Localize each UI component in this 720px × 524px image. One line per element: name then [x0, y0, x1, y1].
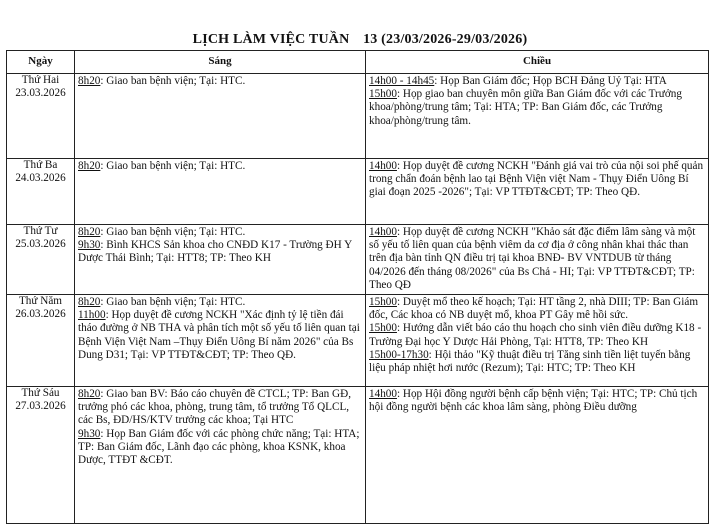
event-entry [369, 160, 705, 200]
event-text: : Bình KHCS Sản khoa cho CNĐD K17 - Trường ĐH Y Dược Thái Bình; Tại: HTT8; TP: Theo KH [78, 239, 352, 265]
event-time: 14h00 - 14h45 [369, 75, 435, 87]
day-date: 26.03.2026 [15, 308, 66, 321]
event-text: : Họp Ban Giám đốc với các phòng chức năng; Tại: HTA; TP: Ban Giám đốc, Lãnh đạo các phòng, khoa KSNK, khoa Dược, TTĐT &CĐT. [78, 427, 360, 467]
event-entry [78, 226, 362, 239]
event-entry [78, 309, 362, 362]
afternoon-cell [366, 387, 709, 524]
day-name: Thứ Hai [21, 74, 60, 86]
event-entry [78, 388, 362, 428]
event-text: : Giao ban bệnh viện; Tại: HTC. [100, 296, 246, 308]
day-cell [7, 387, 75, 524]
table-row [7, 159, 709, 225]
event-time: 11h00 [78, 309, 106, 322]
event-text: : Giao ban bệnh viện; Tại: HTC. [100, 75, 246, 87]
event-entry [369, 322, 705, 348]
event-entry [369, 349, 705, 375]
event-text: : Hội thảo "Kỹ thuật điều trị Tăng sinh tiền liệt tuyến bằng liệu pháp nhiệt hơi nước (Rezum); Tại: HTC; TP: Theo KH [369, 348, 691, 375]
afternoon-cell [366, 225, 709, 295]
morning-cell [75, 225, 366, 295]
day-cell [7, 225, 75, 295]
event-text: : Họp duyệt đề cương NCKH "Đánh giá vai trò của nội soi phế quản trong chẩn đoán bệnh lao tại Bệnh Viện việt Nam - Thụy Điển Uông Bí giai đoạn 2025 -2026"; Tại: VP TTĐT&CĐT; TP: Theo QĐ. [369, 160, 704, 199]
event-text: : Giao ban bệnh viện; Tại: HTC. [100, 160, 246, 172]
event-entry [78, 75, 362, 88]
event-entry [369, 226, 705, 292]
day-name: Thứ Năm [18, 295, 63, 307]
header-day: Ngày [7, 51, 75, 74]
day-name: Thứ Sáu [21, 387, 60, 399]
event-time: 14h00 [369, 160, 397, 172]
morning-cell [75, 159, 366, 225]
day-cell [7, 295, 75, 387]
event-time: 8h20 [78, 388, 101, 400]
event-time: 15h00 [369, 296, 397, 308]
table-row [7, 225, 709, 295]
event-text: : Họp duyệt đề cương NCKH "Xác định tỷ lệ tiền đái tháo đường ở NB THA và phân tích một số yếu tố liên quan tại Bệnh Viện Việt Nam –Thụy Điển Uông Bí năm 2026" của Bs Dung D31; Tại: VP TTĐT&CĐT; TP: Theo QĐ. [78, 309, 360, 361]
event-time: 14h00 [369, 388, 397, 400]
table-row [7, 387, 709, 524]
event-text: : Duyệt mổ theo kế hoạch; Tại: HT tầng 2, nhà DIII; TP: Ban Giám đốc, Các khoa có NB duyệt mổ, khoa PT Gây mê hồi sức. [369, 296, 699, 322]
event-text: : Giao ban BV: Báo cáo chuyên đề CTCL; TP: Ban GĐ, trưởng phó các khoa, phòng, trung tâm, tổ trưởng Tổ QLCL, các Bs, ĐD/HS/KTV trưởng các khoa; Tại HTC [78, 388, 352, 427]
event-text: : Họp giao ban chuyên môn giữa Ban Giám đốc với các Trưởng khoa/phòng/trung tâm; Tại: HTA; TP: Ban Giám đốc, các Trưởng khoa/phòng/trung tâm. [369, 88, 682, 127]
event-text: : Hướng dẫn viết báo cáo thu hoạch cho sinh viên điều dưỡng K18 - Trường Đại học Y Dược Hải Phòng, Tại: HTT8, TP: Theo KH [369, 322, 702, 348]
title-week: 13 (23/03/2026-29/03/2026) [363, 32, 528, 47]
event-time: 15h00 [369, 88, 397, 101]
morning-cell [75, 387, 366, 524]
event-time: 8h20 [78, 160, 101, 172]
event-entry [369, 388, 705, 414]
event-text: : Họp Ban Giám đốc; Họp BCH Đảng Uỷ Tại: HTA [434, 75, 667, 87]
event-time: 9h30 [78, 427, 101, 440]
day-cell [7, 74, 75, 159]
event-entry [369, 88, 705, 128]
afternoon-cell [366, 159, 709, 225]
event-text: : Giao ban bệnh viện; Tại: HTC. [100, 226, 246, 238]
event-time: 8h20 [78, 226, 101, 238]
table-row [7, 295, 709, 387]
day-date: 27.03.2026 [15, 400, 66, 413]
day-date: 23.03.2026 [15, 87, 66, 100]
afternoon-cell [366, 74, 709, 159]
title-main: LỊCH LÀM VIỆC TUẦN [192, 32, 350, 47]
event-entry [78, 296, 362, 309]
header-afternoon: Chiều [366, 51, 709, 74]
header-morning: Sáng [75, 51, 366, 74]
day-date: 24.03.2026 [15, 172, 66, 185]
header-row [7, 51, 709, 74]
schedule-table [6, 50, 709, 524]
event-entry [78, 428, 362, 468]
day-cell [7, 159, 75, 225]
event-entry [369, 75, 705, 88]
table-row [7, 74, 709, 159]
event-time: 14h00 [369, 226, 397, 238]
event-text: : Họp duyệt đề cương NCKH "Khảo sát đặc điểm lâm sàng và một số yếu tố liên quan của bệnh viêm da cơ địa ở công nhân khai thác than trên địa bàn tỉnh QN điều trị tại khoa BNĐ- BV VNTDUB từ tháng 04/2026 đến tháng 08/2026" của Bs Chả - HI; Tại: VP TTĐT&CĐT; TP: Theo QĐ [369, 226, 696, 291]
event-entry [369, 296, 705, 322]
day-date: 25.03.2026 [15, 238, 66, 251]
event-time: 8h20 [78, 75, 101, 87]
event-time: 15h00-17h30 [369, 348, 429, 361]
event-entry [78, 239, 362, 265]
page-title [0, 32, 720, 48]
event-text: : Họp Hội đồng người bệnh cấp bệnh viện; Tại: HTC; TP: Chủ tịch hội đồng người bệnh các khoa lâm sàng, phòng Điều dưỡng [369, 388, 698, 414]
morning-cell [75, 74, 366, 159]
day-name: Thứ Ba [23, 159, 58, 171]
event-entry [78, 160, 362, 173]
afternoon-cell [366, 295, 709, 387]
event-time: 9h30 [78, 239, 101, 252]
event-time: 8h20 [78, 296, 101, 308]
day-name: Thứ Tư [23, 225, 58, 237]
event-time: 15h00 [369, 322, 397, 335]
morning-cell [75, 295, 366, 387]
